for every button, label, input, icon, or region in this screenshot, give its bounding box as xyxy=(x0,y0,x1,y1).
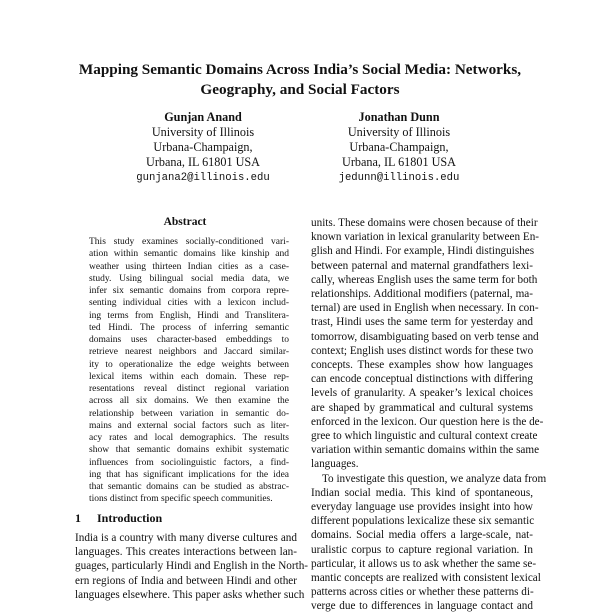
paragraph xyxy=(311,472,547,614)
text-line: domains uses character-based embeddings to xyxy=(89,335,289,345)
text-line: resentations reveal distinct regional variation xyxy=(89,384,289,394)
text-line: ation within semantic domains like kinship and xyxy=(89,249,289,260)
author-affiliation: University of Illinois xyxy=(151,125,255,139)
text-line: context; English uses distinct words for these two xyxy=(311,344,534,357)
text-line: levels of granularity. A speaker’s lexical choices xyxy=(311,387,533,400)
text-line: languages. xyxy=(311,458,359,471)
author-email: jedunn@illinois.edu xyxy=(338,172,460,184)
text-line: domains. Social media offers a large-scale, nat- xyxy=(311,529,533,542)
author-location: Urbana, IL 61801 USA xyxy=(342,155,456,169)
text-line: ted Hindi. The process of inferring semantic xyxy=(89,322,289,333)
text-line: enforced in the lexicon. Our question here is the de- xyxy=(311,415,544,428)
section-heading xyxy=(75,511,162,526)
author-affiliation: Urbana-Champaign, xyxy=(153,140,253,154)
text-line: gree to which linguistic and cultural context create xyxy=(311,430,538,443)
text-line: languages. This creates interactions between lan- xyxy=(75,546,297,559)
text-line: guages, particularly Hindi and English in the North- xyxy=(75,560,309,573)
text-line: weather using thirteen Indian cities as a case- xyxy=(89,261,289,272)
text-line: acy rates and local demographics. The results xyxy=(89,433,289,443)
text-line: This study examines socially-conditioned vari- xyxy=(89,237,289,247)
text-line: glish and Hindi. For example, Hindi distinguishes xyxy=(311,245,535,258)
title-line: Geography, and Social Factors xyxy=(200,81,400,98)
text-line: relationship between variation in semantic do- xyxy=(89,408,289,419)
text-line: units. These domains were chosen because of their xyxy=(311,217,538,229)
text-line: cally, whereas English uses the same term for both xyxy=(311,273,538,286)
text-line: To investigate this question, we analyze data from xyxy=(322,472,547,485)
text-line: relationships. Additional modifiers (paternal, ma- xyxy=(311,288,533,301)
author-location: Urbana, IL 61801 USA xyxy=(146,155,260,169)
text-line: particular, it allows us to ask whether the same se- xyxy=(311,557,537,570)
author-name: Jonathan Dunn xyxy=(358,110,440,124)
text-line: everyday language use provides insight into how xyxy=(311,501,533,514)
right-column xyxy=(311,216,547,614)
text-line: tions distinct from specific speech communities. xyxy=(89,494,273,505)
author-email: gunjana2@illinois.edu xyxy=(136,172,270,184)
paragraph xyxy=(311,216,544,472)
text-line: patterns across cities or whether these patterns di- xyxy=(311,586,534,599)
text-line: that semantic domains can be studied as abstrac- xyxy=(89,482,289,492)
text-line: trast, Hindi uses the same term for yesterday and xyxy=(311,316,533,329)
text-line: mantic concepts are realized with consistent lexical xyxy=(311,572,541,585)
text-line: known variation in lexical granularity between En- xyxy=(311,231,540,244)
paper-title xyxy=(60,60,540,100)
text-line: ing terms from English, Hindi and Translitera- xyxy=(89,310,289,321)
text-line: India is a country with many diverse cultures and xyxy=(75,532,297,544)
author-block xyxy=(108,110,298,186)
author-name: Gunjan Anand xyxy=(164,110,242,124)
author-block xyxy=(304,110,494,186)
text-line: mains and external social factors such as liter- xyxy=(89,420,289,431)
text-line: study. Using bilingual social media data, we xyxy=(89,273,289,284)
text-line: variation within semantic domains within the same xyxy=(311,444,540,457)
author-affiliation: Urbana-Champaign, xyxy=(349,140,449,154)
introduction-body xyxy=(75,531,309,602)
text-line: Indian social media. This kind of spontaneous, xyxy=(311,486,533,499)
text-line: ity to operationalize the edge weights between xyxy=(89,359,289,370)
text-line: across all six domains. We then examine the xyxy=(89,396,289,407)
author-affiliation: University of Illinois xyxy=(347,125,451,139)
text-line: ern regions of India and between Hindi and other xyxy=(75,574,297,587)
text-line: influences from sociolinguistic factors, a find- xyxy=(89,457,289,468)
text-line: languages elsewhere. This paper asks whether such xyxy=(75,588,305,601)
abstract-body xyxy=(89,236,289,506)
text-line: uralistic corpus to capture regional variation. In xyxy=(311,543,533,556)
text-line: ternal) are used in English when necessary. In con- xyxy=(311,302,539,315)
text-line: senting individual cities with a lexicon includ- xyxy=(89,298,289,309)
text-line: tomorrow, disambiguating based on verb tense and xyxy=(311,330,539,343)
text-line: verge due to differences in language contact and xyxy=(311,600,533,613)
abstract-heading: Abstract xyxy=(163,216,207,228)
text-line: can encode conceptual distinctions with differing xyxy=(311,373,533,386)
text-line: different populations lexicalize these six semantic xyxy=(311,515,535,528)
text-line: retrieve nearest neighbors and Jaccard similar- xyxy=(89,347,289,358)
text-line: between paternal and maternal grandfathers lexi- xyxy=(311,259,533,272)
text-line: ing that has significant implications for the idea xyxy=(89,469,289,480)
text-line: are shaped by grammatical and cultural systems xyxy=(311,401,533,414)
section-number: 1 xyxy=(75,511,81,525)
text-line: show that semantic domains exhibit systematic xyxy=(89,445,289,456)
section-title: Introduction xyxy=(97,511,163,525)
text-line: lexical items within each domain. These rep- xyxy=(89,371,289,382)
text-line: concepts. These examples show how languages xyxy=(311,359,533,372)
title-line: Mapping Semantic Domains Across India’s Social Media: Networks, xyxy=(78,61,522,78)
text-line: infer six semantic domains from corpora repre- xyxy=(89,286,289,296)
